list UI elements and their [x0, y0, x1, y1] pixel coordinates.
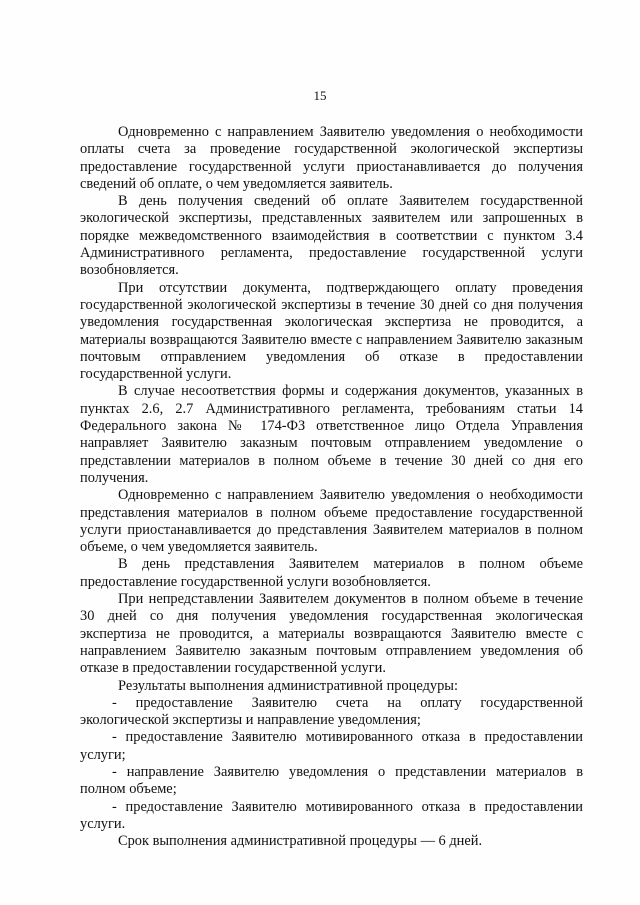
paragraph-payment-suspension: Одновременно с направлением Заявителю уведомления о необходимости оплаты счета за проведение государственной экологической экспертизы предоставление государственной услуги приостанавливается до получения сведений об оплате, о чем уведомляется заявитель.	[80, 124, 583, 192]
paragraph-materials-suspension: Одновременно с направлением Заявителю уведомления о необходимости представления материалов в полном объеме предоставление государственной услуги приостанавливается до представления Заявителем материалов в полном объеме, о чем уведомляется заявитель.	[80, 487, 583, 556]
paragraph-results-heading: Результаты выполнения административной процедуры:	[118, 677, 458, 694]
results-list-item: - предоставление Заявителю мотивированного отказа в предоставлении услуги;	[80, 729, 583, 763]
paragraph-materials-resumption: В день представления Заявителем материалов в полном объеме предоставление государственной услуги возобновляется.	[80, 556, 583, 590]
paragraph-payment-resumption: В день получения сведений об оплате Заявителем государственной экологической экспертизы, представленных заявителем или запрошенных в порядке межведомственного взаимодействия в соответствии с пунктом 3.4 Административного регламента, предоставление государственной услуги возобновляется.	[80, 193, 583, 279]
results-list-item: - предоставление Заявителю счета на оплату государственной экологической экспертизы и направление уведомления;	[80, 694, 583, 729]
paragraph-procedure-deadline: Срок выполнения административной процедуры — 6 дней.	[118, 833, 483, 850]
document-body	[80, 124, 583, 850]
page-number: 15	[313, 88, 327, 103]
results-list-item: - направление Заявителю уведомления о представлении материалов в полном объеме;	[80, 763, 583, 798]
paragraph-documents-mismatch: В случае несоответствия формы и содержания документов, указанных в пунктах 2.6, 2.7 Административного регламента, требованиям статьи 14 Федерального закона № 174-ФЗ ответственное лицо Отдела Управления направляет Заявителю заказным почтовым отправлением уведомление о представлении материалов в полном объеме в течение 30 дней со дня его получения.	[80, 383, 583, 486]
paragraph-payment-missing: При отсутствии документа, подтверждающего оплату проведения государственной экологической экспертизы в течение 30 дней со дня получения уведомления государственная экологическая экспертиза не проводится, а материалы возвращаются Заявителю вместе с направлением Заявителю заказным почтовым отправлением уведомления об отказе в предоставлении государственной услуги.	[80, 279, 583, 383]
paragraph-materials-missing: При непредставлении Заявителем документов в полном объеме в течение 30 дней со дня получения уведомления государственная экологическая экспертиза не проводится, а материалы возвращаются Заявителю вместе с направлением Заявителю заказным почтовым отправлением уведомления об отказе в предоставлении государственной услуги.	[80, 591, 583, 677]
results-list-item: - предоставление Заявителю мотивированного отказа в предоставлении услуги.	[80, 798, 583, 832]
